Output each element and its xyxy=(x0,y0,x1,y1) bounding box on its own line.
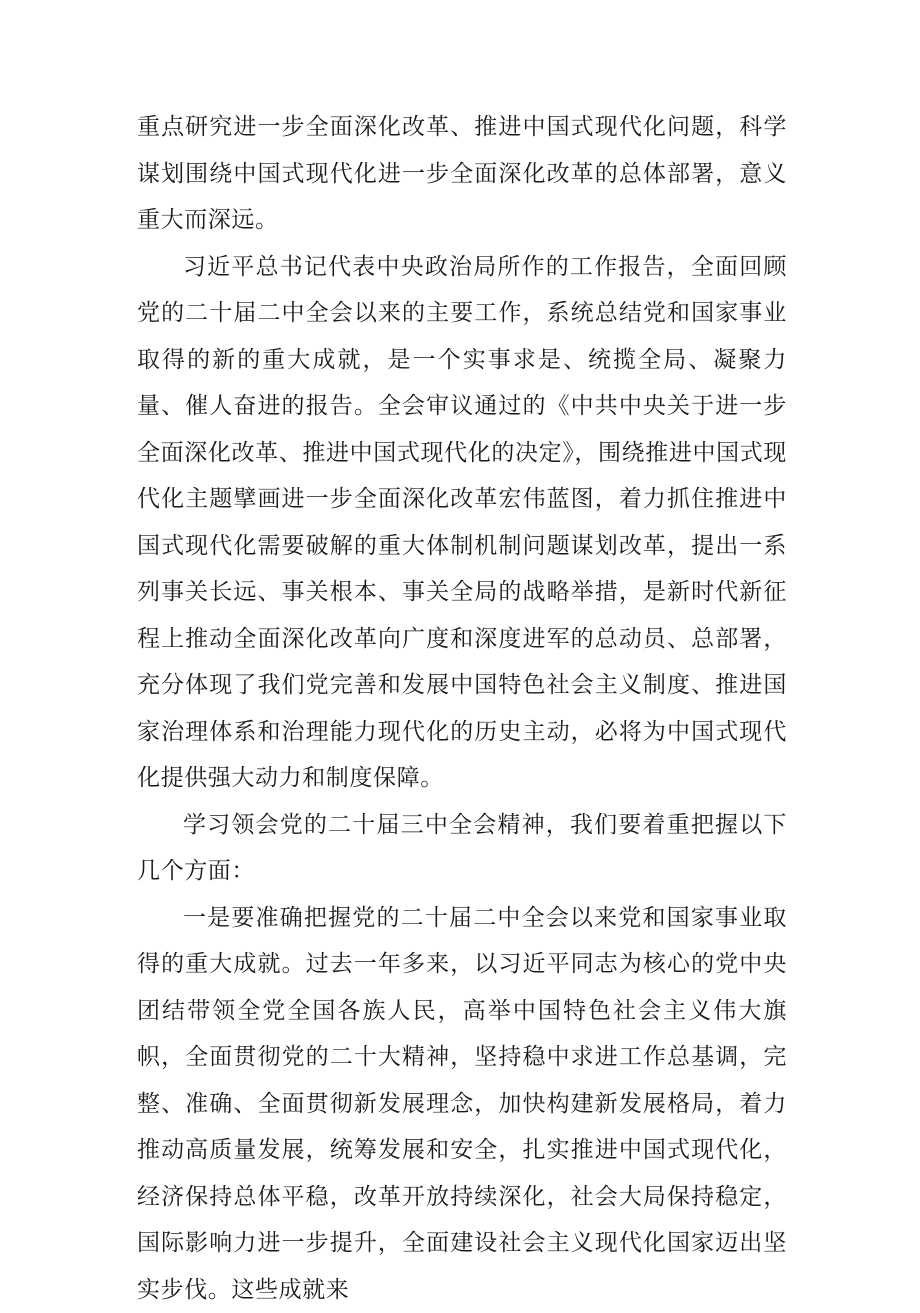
paragraph-1: 重点研究进一步全面深化改革、推进中国式现代化问题，科学谋划围绕中国式现代化进一步全面深化改革的总体部署，意义重大而深远。 xyxy=(137,104,787,244)
document-body xyxy=(137,104,787,1313)
paragraph-4: 一是要准确把握党的二十届二中全会以来党和国家事业取得的重大成就。过去一年多来，以习近平同志为核心的党中央团结带领全党全国各族人民，高举中国特色社会主义伟大旗帜，全面贯彻党的二十大精神，坚持稳中求进工作总基调，完整、准确、全面贯彻新发展理念，加快构建新发展格局，着力推动高质量发展，统筹发展和安全，扎实推进中国式现代化，经济保持总体平稳，改革开放持续深化，社会大局保持稳定，国际影响力进一步提升，全面建设社会主义现代化国家迈出坚实步伐。这些成就来 xyxy=(137,895,787,1313)
paragraph-2: 习近平总书记代表中央政治局所作的工作报告，全面回顾党的二十届二中全会以来的主要工作，系统总结党和国家事业取得的新的重大成就，是一个实事求是、统揽全局、凝聚力量、催人奋进的报告。全会审议通过的《中共中央关于进一步全面深化改革、推进中国式现代化的决定》，围绕推进中国式现代化主题擘画进一步全面深化改革宏伟蓝图，着力抓住推进中国式现代化需要破解的重大体制机制问题谋划改革，提出一系列事关长远、事关根本、事关全局的战略举措，是新时代新征程上推动全面深化改革向广度和深度进军的总动员、总部署，充分体现了我们党完善和发展中国特色社会主义制度、推进国家治理体系和治理能力现代化的历史主动，必将为中国式现代化提供强大动力和制度保障。 xyxy=(137,244,787,802)
paragraph-3: 学习领会党的二十届三中全会精神，我们要着重把握以下几个方面： xyxy=(137,802,787,895)
